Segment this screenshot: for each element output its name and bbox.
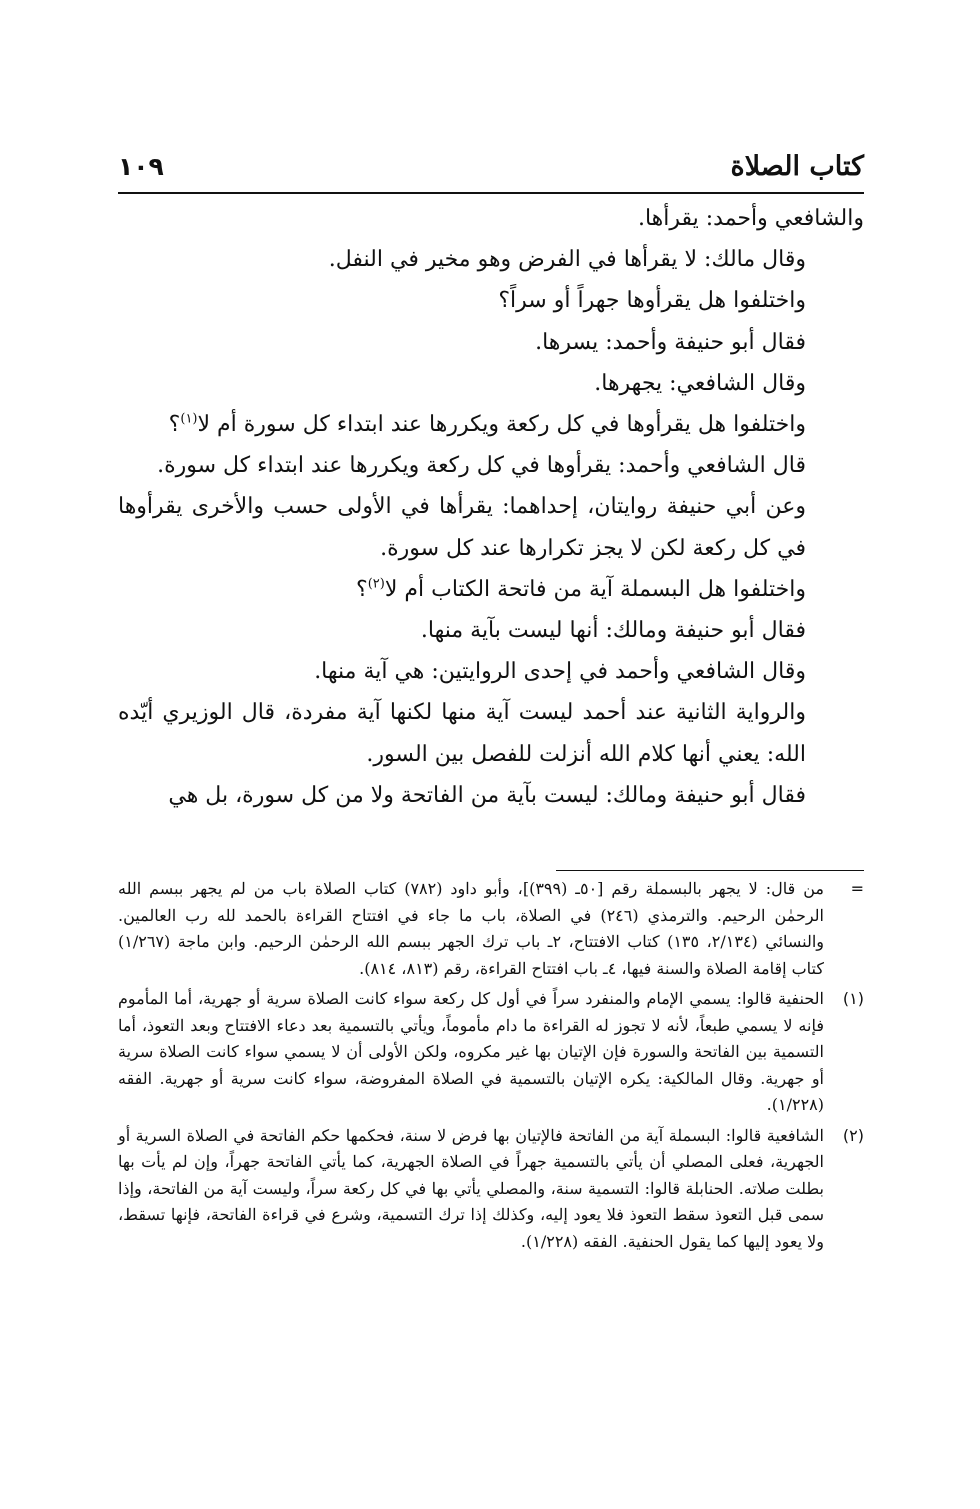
paragraph-with-footnote-ref [118,404,864,445]
page-number: ١٠٩ [118,151,164,181]
footnote-ref[interactable]: (١) [180,411,198,427]
paragraph: فقال أبو حنيفة ومالك: ليست بآية من الفاتحة ولا من كل سورة، بل هي [168,782,806,808]
paragraph: والرواية الثانية عند أحمد ليست آية منها لكنها آية مفردة، قال الوزيري أيّده الله: يعني أنها كلام الله أنزلت للفصل بين السور. [118,700,806,767]
paragraph-text: واختلفوا هل البسملة آية من فاتحة الكتاب أم لا [384,576,806,602]
main-text [118,198,864,816]
footnote-text: الحنفية قالوا: يسمي الإمام والمنفرد سراً في أول كل ركعة سواء كانت الصلاة سرية أو جهرية، أما المأموم فإنه لا يسمي طبعاً، لأنه لا تجوز له القراءة ما دام مأموماً، ويأتي بالتسمية بعد دعاء الافتتاح وبعد التعوذ، أما التسمية بين الفاتحة والسورة فإن الإتيان بها غير مكروه، ولكن الأولى أن لا يسمي سواء كانت الصلاة سرية أو جهرية. وقال المالكية: يكره الإتيان بالتسمية في الصلاة المفروضة، سواء كانت سرية أو جهرية. الفقه (١/٢٢٨). [118,989,825,1114]
paragraph: وقال الشافعي: يجهرها. [594,370,806,396]
paragraph: وقال الشافعي وأحمد في إحدى الروايتين: هي آية منها. [314,659,806,685]
paragraph: والشافعي وأحمد: يقرأها. [637,206,864,231]
question-mark: ؟ [356,576,368,602]
footnote-2 [118,1123,864,1256]
paragraph-with-footnote-ref [118,569,864,610]
footnote-ref[interactable]: (٢) [367,576,385,592]
paragraph: قال الشافعي وأحمد: يقرأوها في كل ركعة ويكررها عند ابتداء كل سورة. [157,453,806,479]
paragraph: وعن أبي حنيفة روايتان، إحداهما: يقرأها في الأولى حسب والأخرى يقرأوها في كل ركعة لكن لا يجز تكرارها عند كل سورة. [118,494,806,561]
paragraph: وقال مالك: لا يقرأها في الفرض وهو مخير في النفل. [328,247,806,273]
footnote-1 [118,986,864,1119]
paragraph: فقال أبو حنيفة ومالك: أنها ليست بآية منها. [420,618,806,644]
chapter-title: كتاب الصلاة [730,150,864,182]
footnote-text: من قال: لا يجهر بالبسملة رقم [٥٠ـ (٣٩٩)]، وأبو داود (٧٨٢) كتاب الصلاة باب من لم يجهر ببسم الله الرحمٰن الرحيم. والترمذي (٢٤٦) في الصلاة، باب ما جاء في افتتاح القراءة بالحمد لله رب العالمين. والنسائي (٢/١٣٤، ١٣٥) كتاب الافتتاح، ٢ـ باب ترك الجهر ببسم الله الرحمٰن الرحيم. وابن ماجة (١/٢٦٧) كتاب إقامة الصلاة والسنة فيها، ٤ـ باب افتتاح القراءة، رقم (٨١٣، ٨١٤). [118,879,825,978]
running-header [118,146,864,186]
paragraph: فقال أبو حنيفة وأحمد: يسرها. [535,329,806,355]
paragraph-text: واختلفوا هل يقرأوها في كل ركعة ويكررها عند ابتداء كل سورة أم لا [197,412,806,438]
question-mark: ؟ [168,412,181,438]
footnotes [118,876,864,1259]
paragraph: واختلفوا هل يقرأوها جهراً أو سراً؟ [498,288,806,314]
footnote-mark: (٢) [842,1125,864,1145]
header-divider [118,192,864,194]
footnote-mark: = [850,879,864,898]
footnote-divider [556,870,864,871]
footnote-text: الشافعية قالوا: البسملة آية من الفاتحة فالإتيان بها فرض لا سنة، فحكمها حكم الفاتحة في الصلاة السرية أو الجهرية، فعلى المصلي أن يأتي بالتسمية جهراً في الصلاة الجهرية، كما يأتي الفاتحة جهراً، وإن لم يأت بها بطلت صلاته. الحنابلة قالوا: التسمية سنة، والمصلي يأتي بها في كل ركعة سراً، وليست آية من الفاتحة، وإذا سمى قبل التعوذ سقط التعوذ فلا يعود إليه، وكذلك إذا ترك التسمية، وشرع في قراءة الفاتحة، فإنها تسقط، ولا يعود إليها كما يقول الحنفية. الفقه (١/٢٢٨). [118,1125,825,1251]
footnote-continued [118,876,864,982]
footnote-mark: (١) [842,989,864,1008]
